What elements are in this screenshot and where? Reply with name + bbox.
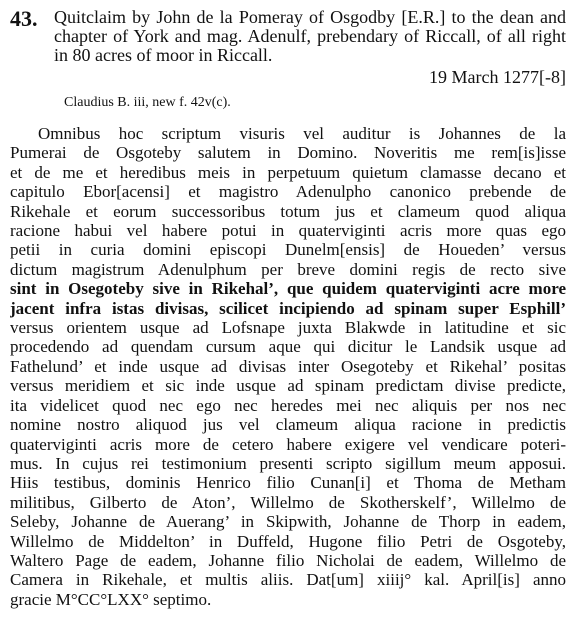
text-line: Fathelund’ et inde usque ad divisas inter Osegoteby et Rikehal’ positas xyxy=(10,356,566,376)
text-line: Hiis testibus, dominis Henrico filio Cunan[i] et Thoma de Metham xyxy=(10,473,566,493)
text-line: Camera in Rikehale, et multis aliis. Dat[um] xiiij° kal. April[is] anno xyxy=(10,570,566,590)
text-line: Omnibus hoc scriptum visuris vel auditur is Johannes de la xyxy=(38,124,566,143)
text-line: ita videlicet quod nec ego nec heredes mei nec aliquis per nos nec xyxy=(10,395,566,415)
entry-number: 43. xyxy=(10,6,38,31)
text-line: petii in curia domini episcopi Dunelm[ensis] de Houeden’ versus xyxy=(10,240,566,260)
text-line: racione habui vel habere potui in quaterviginti acris more quas ego xyxy=(10,221,566,241)
text-line: jacent infra istas divisas, scilicet incipiendo ad spinam super Esphill’ xyxy=(10,298,566,318)
text-line: mus. In cujus rei testimonium presenti scripto sigillum meum apposui. xyxy=(10,453,566,473)
entry-title: Quitclaim by John de la Pomeray of Osgodby [E.R.] to the dean and chapter of York and mag. Adenulf, prebendary of Riccall, of all right in 80 acres of moor in Riccall. xyxy=(54,7,566,65)
text-line: gracie M°CC°LXX° septimo. xyxy=(10,589,212,609)
text-line: quaterviginti acris more de cetero habere exigere vel vendicare poteri- xyxy=(10,434,566,454)
text-line: Willelmo de Middelton’ in Duffeld, Hugone filio Petri de Osgoteby, xyxy=(10,531,566,551)
text-line: Pumerai de Osgoteby salutem in Domino. Noveritis me rem[is]isse xyxy=(10,143,566,163)
charter-text xyxy=(10,124,566,609)
text-line: procedendo ad quendam cursum aque qui dicitur le Landsik usque ad xyxy=(10,337,566,357)
text-line: militibus, Gilberto de Aton’, Willelmo de Skotherskelf’, Willelmo de xyxy=(10,492,566,512)
text-line: sint in Osegoteby sive in Rikehal’, que quidem quaterviginti acre more xyxy=(10,279,566,299)
text-line: capitulo Ebor[acensi] et magistro Adenulpho canonico prebende de xyxy=(10,182,566,202)
entry-date: 19 March 1277[-8] xyxy=(429,67,566,87)
text-line: Seleby, Johanne de Auerang’ in Skipwith, Johanne de Thorp in eadem, xyxy=(10,512,566,532)
source-reference: Claudius B. iii, new f. 42v(c). xyxy=(64,95,231,110)
text-line: versus orientem usque ad Lofsnape juxta Blakwde in latitudine et sic xyxy=(10,318,566,338)
text-line: et de me et heredibus meis in perpetuum quietum clamasse decano et xyxy=(10,162,566,182)
text-line: versus meridiem et sic inde usque ad spinam predictam divise predicte, xyxy=(10,376,566,396)
entry-heading xyxy=(10,8,566,65)
text-line: dictum magistrum Adenulphum per breve domini regis de recto sive xyxy=(10,259,566,279)
text-line: Rikehale et eorum successoribus totum jus et clameum quod aliqua xyxy=(10,201,566,221)
text-line: nomine nostro aliquod jus vel clameum aliqua racione in predictis xyxy=(10,415,566,435)
text-line: Waltero Page de eadem, Johanne filio Nicholai de eadem, Willelmo de xyxy=(10,550,566,570)
